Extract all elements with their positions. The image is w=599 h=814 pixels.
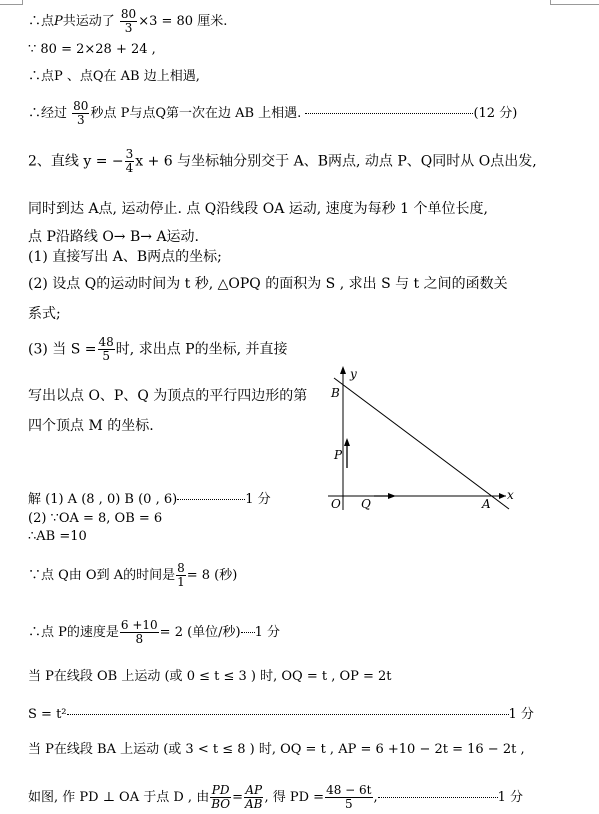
text: = 8 (秒) bbox=[186, 568, 238, 583]
question-1: (1) 直接写出 A、B两点的坐标; bbox=[28, 249, 222, 265]
text: ∴经过 bbox=[28, 106, 68, 121]
text: P bbox=[54, 14, 63, 29]
fraction bbox=[176, 562, 186, 589]
solution-s-case-1 bbox=[28, 707, 540, 723]
numerator: 6 +10 bbox=[120, 618, 158, 632]
solution-pd bbox=[28, 784, 540, 811]
q-arrow-head bbox=[388, 493, 396, 499]
text: = 2 (单位/秒) bbox=[159, 625, 241, 640]
numerator: 80 bbox=[73, 99, 89, 113]
solution-case-ba: 当 P在线段 BA 上运动 (或 3 < t ≤ 8 ) 时, OQ = t , AP = 6 +10 − 2t = 16 − 2t , bbox=[28, 742, 525, 757]
problem-2-line-2: 同时到达 A点, 运动停止. 点 Q沿线段 OA 运动, 速度为每秒 1 个单位长度, bbox=[28, 201, 488, 217]
x-axis-arrow bbox=[499, 493, 506, 499]
problem-2-line-3: 点 P沿路线 O→ B→ A运动. bbox=[28, 229, 200, 245]
score-label: 1 分 bbox=[508, 707, 534, 722]
score-label: 1 分 bbox=[254, 625, 281, 640]
line-80-equation: ∵ 80 = 2×28 + 24 , bbox=[28, 42, 156, 57]
text: x + 6 与坐标轴分别交于 A、B两点, 动点 P、Q同时从 O点出发, bbox=[135, 153, 537, 170]
denominator: 4 bbox=[125, 161, 134, 175]
line-meet-on-ab: ∴点P 、点Q在 AB 边上相遇, bbox=[28, 69, 200, 84]
solution-1 bbox=[28, 492, 288, 508]
solution-2-line-2: ∴AB =10 bbox=[28, 529, 87, 544]
text: , bbox=[373, 790, 378, 805]
y-axis-arrow bbox=[340, 366, 346, 374]
solution-case-ob: 当 P在线段 OB 上运动 (或 0 ≤ t ≤ 3 ) 时, OQ = t , OP = 2t bbox=[28, 669, 392, 684]
denominator: AB bbox=[245, 797, 263, 811]
x-axis-label: x bbox=[507, 488, 514, 502]
point-p-label: P bbox=[334, 448, 343, 462]
text: S = t² bbox=[28, 707, 67, 722]
denominator: 1 bbox=[177, 575, 185, 589]
text: ∵点 Q由 O到 A的时间是 bbox=[28, 568, 176, 583]
y-axis-label: y bbox=[350, 367, 357, 381]
text: ∴点 bbox=[28, 14, 55, 29]
text: = bbox=[232, 790, 243, 805]
numerator: 80 bbox=[120, 7, 137, 21]
denominator: BO bbox=[211, 797, 231, 811]
text: ×3 = 80 厘米. bbox=[138, 14, 228, 29]
score-label: 1 分 bbox=[245, 492, 271, 507]
numerator: 48 − 6t bbox=[326, 783, 372, 797]
numerator: AP bbox=[245, 783, 263, 797]
solution-p-speed bbox=[28, 619, 280, 646]
solution-q-time bbox=[28, 562, 237, 589]
fraction bbox=[325, 784, 372, 811]
question-3-line-3: 四个顶点 M 的坐标. bbox=[28, 418, 154, 434]
point-b-label: B bbox=[331, 386, 340, 400]
text: 共运动了 bbox=[62, 14, 115, 29]
p-arrow-head bbox=[344, 438, 350, 446]
score-label: 1 分 bbox=[497, 790, 524, 805]
text: (3) 当 S = bbox=[28, 341, 97, 358]
question-3-line-2: 写出以点 O、P、Q 为顶点的平行四边形的第 bbox=[28, 388, 308, 404]
numerator: 8 bbox=[177, 561, 185, 575]
numerator: PD bbox=[211, 783, 230, 797]
point-q-label: Q bbox=[361, 497, 371, 511]
fraction bbox=[120, 619, 159, 646]
denominator: 5 bbox=[344, 797, 353, 811]
text: 2、直线 y = − bbox=[28, 153, 124, 170]
question-2-line-2: 系式; bbox=[28, 306, 61, 322]
origin-label: O bbox=[331, 497, 341, 511]
text: 解 (1) A (8 , 0) B (0 , 6) bbox=[28, 492, 178, 507]
text: 秒点 P与点Q第一次在边 AB 上相遇. bbox=[90, 106, 302, 121]
text: 如图, 作 PD ⊥ OA 于点 D , 由 bbox=[28, 790, 210, 805]
line-ab bbox=[334, 378, 509, 509]
fraction bbox=[244, 784, 263, 811]
solution-2-line-1: (2) ∵OA = 8, OB = 6 bbox=[28, 511, 163, 526]
text: , 得 PD = bbox=[264, 790, 325, 805]
denominator: 5 bbox=[102, 349, 110, 363]
denominator: 3 bbox=[76, 113, 85, 127]
point-a-label: A bbox=[482, 497, 491, 511]
numerator: 48 bbox=[98, 335, 114, 349]
text: 时, 求出点 P的坐标, 并直接 bbox=[115, 341, 288, 358]
numerator: 3 bbox=[125, 147, 134, 161]
score-label: (12 分) bbox=[473, 106, 518, 121]
question-2-line-1: (2) 设点 Q的运动时间为 t 秒, △OPQ 的面积为 S , 求出 S 与 t 之间的函数关 bbox=[28, 276, 508, 292]
denominator: 8 bbox=[135, 632, 144, 646]
text: ∴点 P的速度是 bbox=[28, 625, 119, 640]
fraction bbox=[210, 784, 231, 811]
denominator: 3 bbox=[124, 21, 133, 35]
